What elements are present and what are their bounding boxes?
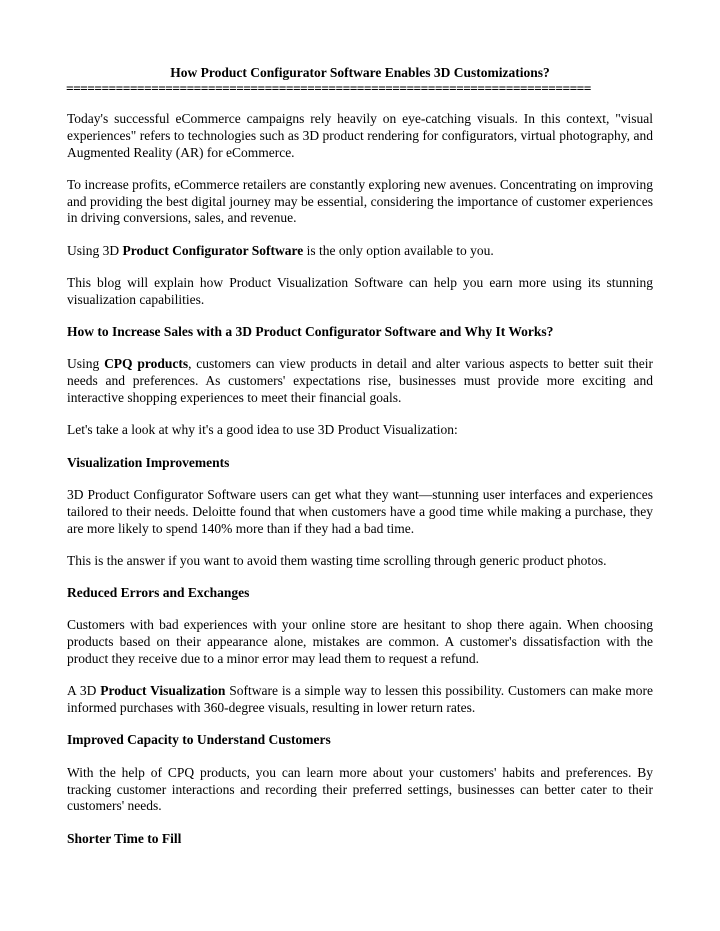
heading-reduced-errors: Reduced Errors and Exchanges <box>67 585 250 601</box>
title-divider: ========================================================================== <box>66 81 591 96</box>
bold-link-product-visualization: Product Visualization <box>100 683 226 699</box>
paragraph-intro: Today's successful eCommerce campaigns rely heavily on eye-catching visuals. In this context, "visual experiences" refers to technologies such as 3D product rendering for configurators, virtual photography, and Augmented Reality (AR) for eCommerce. <box>67 111 653 160</box>
paragraph-answer: This is the answer if you want to avoid them wasting time scrolling through generic product photos. <box>67 552 607 568</box>
heading-shorter-time: Shorter Time to Fill <box>67 830 182 846</box>
text-run: , customers can view products in detail and alter various aspects to better suit their needs and preferences. As customers' expectations rise, businesses must provide more exciting and interactive shopping experiences to meet their financial goals. <box>67 356 653 406</box>
bold-link-cpq-products: CPQ products <box>104 356 189 372</box>
paragraph-using-3d <box>67 243 653 260</box>
paragraph-bad-experiences: Customers with bad experiences with your online store are hesitant to shop there again. When choosing products based on their appearance alone, mistakes are common. A customer's dissatisfaction with the product they receive due to a minor error may lead them to request a refund. <box>67 617 653 667</box>
text-run: Using 3D <box>67 242 123 258</box>
heading-visualization-improvements: Visualization Improvements <box>67 454 230 470</box>
paragraph-configurator-users: 3D Product Configurator Software users can get what they want—stunning user interfaces and experiences tailored to their needs. Deloitte found that when customers have a good time while making a purchase, they are more likely to spend 140% more than if they had a bad time. <box>67 486 653 536</box>
paragraph-cpq-help: With the help of CPQ products, you can learn more about your customers' habits and preferences. By tracking customer interactions and recording their preferred settings, businesses can better cater to their customers' needs. <box>67 764 653 814</box>
text-run: Using <box>67 356 105 372</box>
heading-increase-sales: How to Increase Sales with a 3D Product Configurator Software and Why It Works? <box>67 324 554 340</box>
text-run: is the only option available to you. <box>303 242 494 258</box>
paragraph-product-visualization <box>67 683 653 717</box>
paragraph-cpq-products <box>67 356 653 406</box>
text-run: A 3D <box>67 683 101 699</box>
text-run: Software is a simple way to lessen this possibility. Customers can make more informed purchases with 360-degree visuals, resulting in lower return rates. <box>67 683 653 716</box>
heading-improved-capacity: Improved Capacity to Understand Customers <box>67 732 331 748</box>
paragraph-blog-explain: This blog will explain how Product Visualization Software can help you earn more using its stunning visualization capabilities. <box>67 275 653 307</box>
document-title: How Product Configurator Software Enables 3D Customizations? <box>170 65 550 80</box>
paragraph-lets-look: Let's take a look at why it's a good idea to use 3D Product Visualization: <box>67 422 458 438</box>
bold-link-product-configurator-software: Product Configurator Software <box>122 242 304 258</box>
paragraph-profits: To increase profits, eCommerce retailers are constantly exploring new avenues. Concentrating on improving and providing the best digital journey may be essential, considering the importance of customer experiences in driving conversions, sales, and revenue. <box>67 176 653 226</box>
